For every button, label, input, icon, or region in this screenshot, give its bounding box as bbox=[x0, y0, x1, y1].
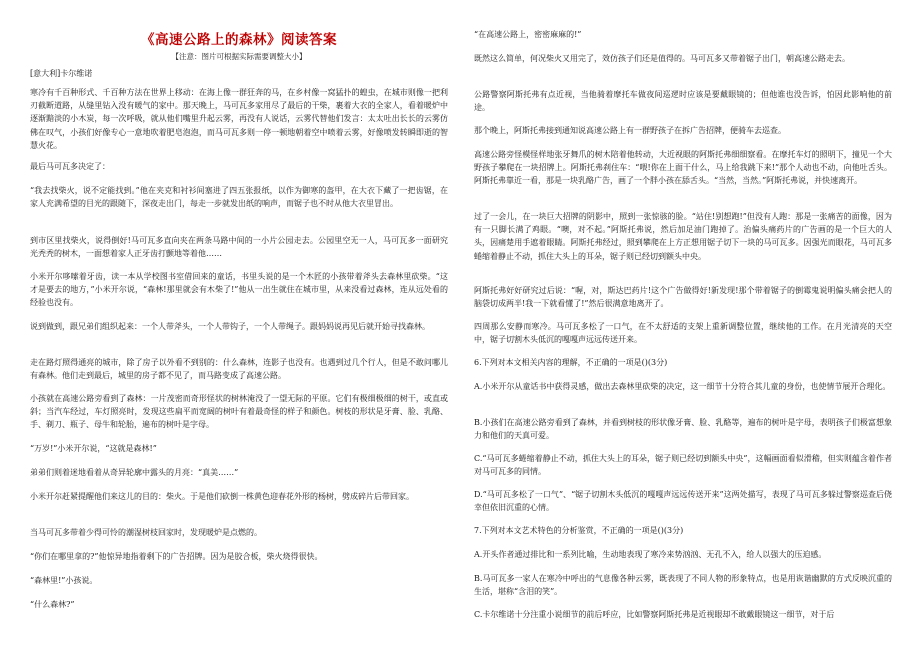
author-line: [意大利]卡尔维诺 bbox=[30, 69, 93, 78]
question-7-option-c: C.卡尔维诺十分注重小说细节的前后呼应，比如警察阿斯托弗是近视眼却不敢戴眼镜这一细节，对于后 bbox=[474, 610, 835, 619]
left-paragraph-9: “万岁!”小米开尔说，“这就是森林!” bbox=[30, 444, 157, 453]
question-6-option-a: A.小米开尔从童话书中获得灵感，做出去森林里砍柴的决定，这一细节十分符合其儿童的身份，也使情节展开合理化。 bbox=[474, 382, 891, 391]
left-paragraph-1: 寒冷有千百种形式、千百种方法在世界上移动：在海上像一群狂奔的马，在乡村像一窝猛扑的蝗虫，在城市则像一把利刃截断道路，从缝里钻入没有暖气的家中。那天晚上，马可瓦多家用尽了最后的干柴，裹着大衣的全家人，看着暖炉中逐渐黯淡的小木炭，每一次呼吸，就从他们嘴里升起云雾，再没有人说话，云雾代替他们发言：太太吐出长长的云雾仿佛在叹气，小孩们好像专心一意地吹着肥皂泡泡，而马可瓦多则一停一顿地朝着空中喷着云雾，好像喷发转瞬即逝的智慧火花。 bbox=[30, 88, 448, 150]
question-6-option-c: C.“马可瓦多蜷缩着静止不动，抓住大头上的耳朵，锯子则已经切到额头中央”，这幅画面看似滑稽，但实则蕴含着作者对马可瓦多的同情。 bbox=[474, 454, 892, 477]
question-6: 6.下列对本文相关内容的理解，不正确的一项是()(3分) bbox=[474, 358, 668, 367]
left-paragraph-7: 走在路灯照得通亮的城市，除了房子以外看不到别的：什么森林，连影子也没有。也遇到过几个行人，但是不敢问哪儿有森林。他们走到最后，城里的房子都不见了，而马路变成了高速公路。 bbox=[30, 358, 448, 381]
left-paragraph-14: “森林里!”小孩说。 bbox=[30, 576, 98, 585]
image-note: 【注意：图片可根据实际需要调整大小】 bbox=[171, 52, 307, 61]
right-paragraph-8: 四周那么安静而寒冷。马可瓦多松了一口气，在不太舒适的支架上重新调整位置，继续他的工作。在月光清亮的天空中，锯子切割木头低沉的嘎嘎声远远传送开来。 bbox=[474, 322, 892, 345]
left-paragraph-4: 到市区里找柴火，说得倒好!马可瓦多直向夹在两条马路中间的一小片公园走去。公园里空无一人，马可瓦多一面研究光秃秃的树木，一面想着家人正牙齿打颤地等着他…… bbox=[30, 236, 448, 259]
right-paragraph-2: 既然这么简单，何况柴火又用完了，效仿孩子们还是值得的。马可瓦多又带着锯子出门，朝高速公路走去。 bbox=[474, 54, 850, 63]
left-paragraph-5: 小米开尔哆嗦着牙齿，读一本从学校图书室借回来的童话，书里头说的是一个木匠的小孩带着斧头去森林里砍柴。“这才是要去的地方，”小米开尔说，“森林!那里就会有木柴了!”他从一出生就住在城市里，从来没看过森林，连从远处看的经验也没有。 bbox=[30, 272, 448, 308]
right-paragraph-4: 那个晚上，阿斯托弗接到通知说高速公路上有一群野孩子在拆广告招牌，便骑车去巡查。 bbox=[474, 126, 786, 135]
right-paragraph-1: “在高速公路上，密密麻麻的!” bbox=[474, 30, 582, 39]
question-7: 7.下列对本文艺术特色的分析鉴赏，不正确的一项是()(3分) bbox=[474, 526, 684, 535]
article-title: 《高速公路上的森林》阅读答案 bbox=[141, 32, 337, 48]
question-6-option-b: B.小孩们在高速公路旁看到了森林，并看到树枝的形状像牙膏、脸、乳酪等，遍布的树叶是字母，表明孩子们极富想象力和他们的天真可爱。 bbox=[474, 418, 892, 441]
left-paragraph-10: 弟弟们则着迷地看着从奇异轮廓中露头的月亮：“真美……” bbox=[30, 468, 239, 477]
left-paragraph-3: “我去找柴火，说不定能找到。”他在夹克和衬衫间塞进了四五张报纸，以作为御寒的盔甲，在大衣下藏了一把齿锯，在家人充满希望的目光的跟随下，深夜走出门，每走一步就发出纸的响声，而锯子也不时从他大衣里冒出。 bbox=[30, 186, 448, 209]
left-paragraph-13: “你们在哪里拿的?”他惊异地指着剩下的广告招牌。因为是胶合板，柴火烧得很快。 bbox=[30, 552, 323, 561]
right-paragraph-3: 公路警察阿斯托弗有点近视，当他骑着摩托车做夜间巡逻时应该是要戴眼镜的；但他谁也没告诉，怕因此影响他的前途。 bbox=[474, 90, 892, 113]
right-paragraph-5: 高速公路旁怪模怪样地张牙舞爪的树木陪着他转动，大近视眼的阿斯托弗细细察看。在摩托车灯的照明下，撞见一个大野孩子攀爬在一块招牌上。阿斯托弗刹住车：“喂!你在上面干什么，马上给我跳下来!”那个人动也不动，向他吐舌头。阿斯托弗靠近一看，那是一块乳酪广告，画了一个胖小孩在舔舌头。“当然，当然。”阿斯托弗说，并快速离开。 bbox=[474, 150, 892, 186]
right-paragraph-7: 阿斯托弗好好研究过后说：“喔，对，斯达巴药片!这个广告做得好!新发现!那个带着锯子的倒霉鬼说明偏头痛会把人的脑袋切成两半!我一下就看懂了!”然后很满意地离开了。 bbox=[474, 286, 892, 309]
question-7-option-b: B.马可瓦多一家人在寒冷中呼出的气息像各种云雾，既表现了不同人物的形象特点，也是用诙谐幽默的方式反映沉重的生活，堪称“含泪的笑”。 bbox=[474, 574, 892, 597]
left-paragraph-15: “什么森林?” bbox=[30, 600, 75, 609]
left-paragraph-12: 当马可瓦多带着少得可怜的潮湿树枝回家时，发现暖炉是点燃的。 bbox=[30, 528, 262, 537]
right-paragraph-6: 过了一会儿，在一块巨大招牌的阴影中，照到一张惊骇的脸。“站住!别想跑!”但没有人跑：那是一张痛苦的面像，因为有一只脚长满了鸡眼。“噢，对不起。”阿斯托弗说，然后加足油门跑掉了。治偏头痛药片的广告画的是一个巨大的人头，因痛楚用手遮着眼睛。阿斯托弗经过，照到攀爬在上方正想用锯子切下一块的马可瓦多。因强光而眼花，马可瓦多蜷缩着静止不动，抓住大头上的耳朵，锯子则已经切到额头中央。 bbox=[474, 212, 892, 261]
question-6-option-d: D.“马可瓦多松了一口气”、“锯子切割木头低沉的嘎嘎声远远传送开来”这两处描写，表现了马可瓦多躲过警察巡查后侥幸但依旧沉重的心情。 bbox=[474, 490, 892, 513]
left-paragraph-8: 小孩就在高速公路旁看到了森林：一片茂密而奇形怪状的树林淹没了一望无际的平原。它们有极细极细的树干，或直或斜；当汽车经过，车灯照亮时，发现这些扁平而宽阔的树叶有着最奇怪的样子和颜色。树枝的形状是牙膏、脸、乳酪、手、剃刀、瓶子、母牛和轮胎，遍布的树叶是字母。 bbox=[30, 394, 448, 430]
left-paragraph-6: 说到做到，跟兄弟们组织起来：一个人带斧头，一个人带钩子，一个人带绳子。跟妈妈说再见后就开始寻找森林。 bbox=[30, 322, 430, 331]
left-paragraph-11: 小米开尔赶紧提醒他们来这儿的目的：柴火。于是他们砍倒一株黄色迎春花外形的杨树，劈成碎片后带回家。 bbox=[30, 492, 414, 501]
question-7-option-a: A.开头作者通过排比和一系列比喻，生动地表现了寒冷来势汹汹、无孔不入，给人以强大的压迫感。 bbox=[474, 550, 827, 559]
left-paragraph-2: 最后马可瓦多决定了： bbox=[30, 162, 110, 171]
